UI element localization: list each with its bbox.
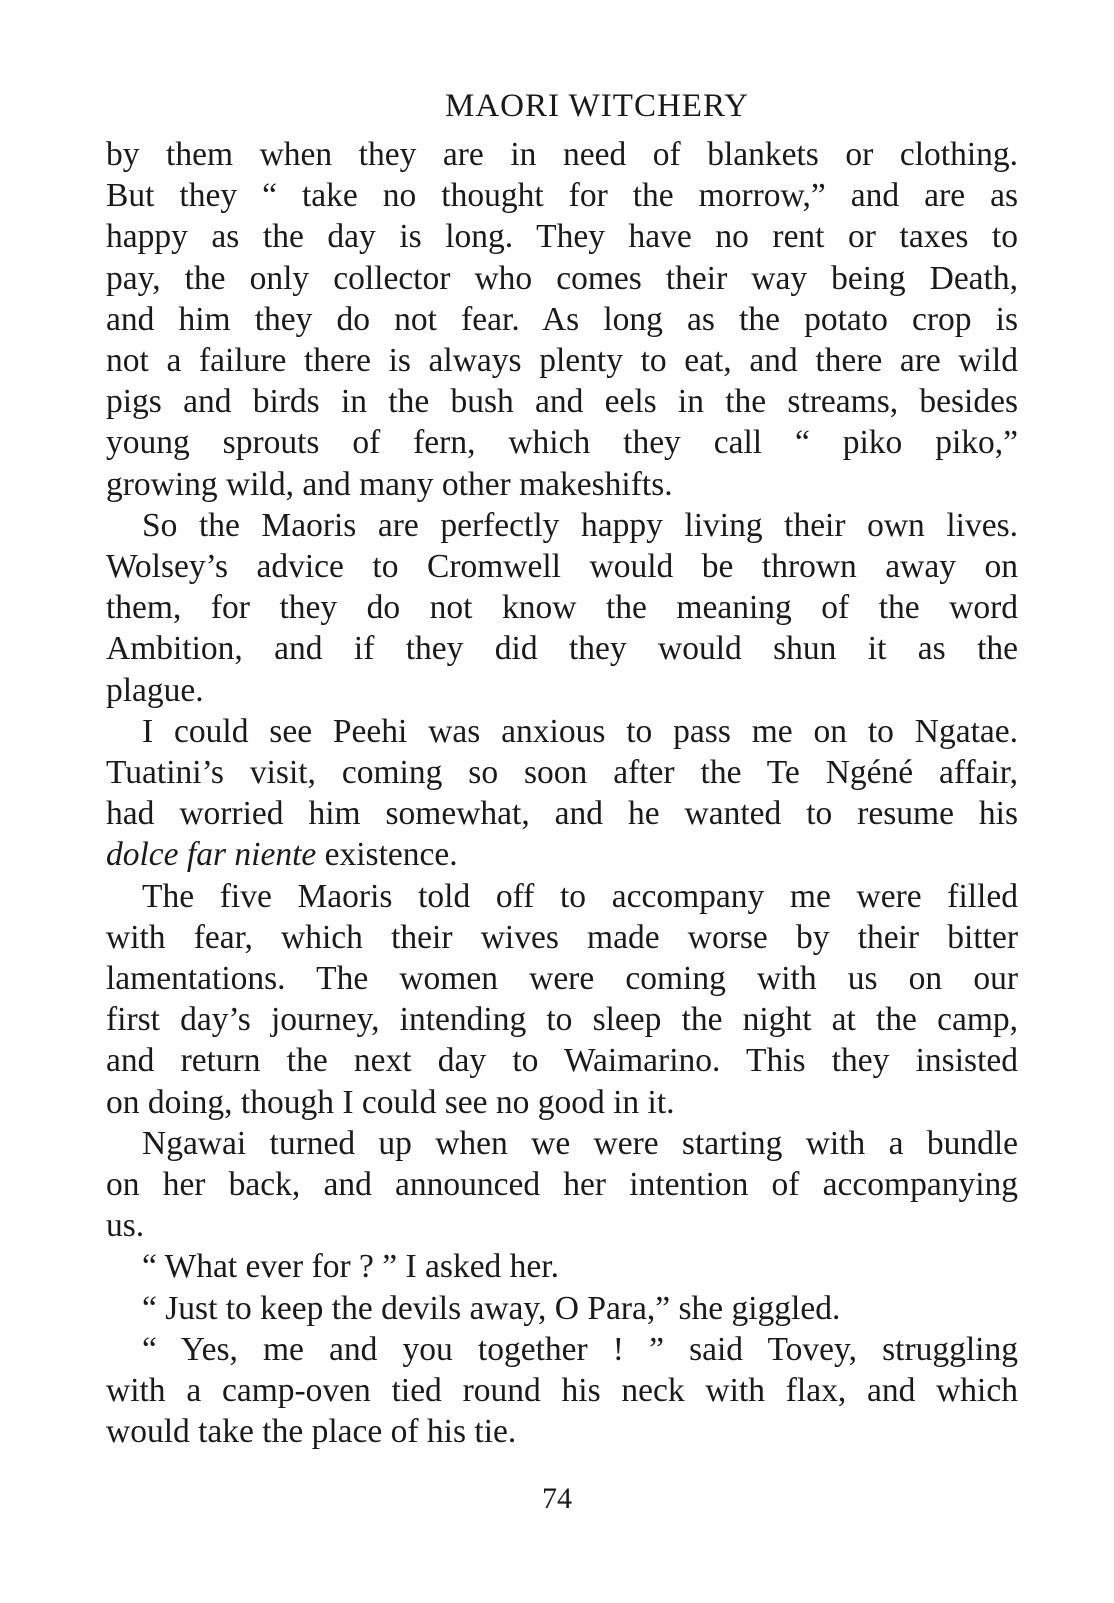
- text-line: Ngawai turned up when we were starting with a bundle: [142, 1124, 1018, 1162]
- paragraph-4: [106, 876, 1018, 1123]
- text-line: Tuatini’s visit, coming so soon after the Te Ngéné affair,: [106, 754, 1018, 792]
- text-line: and return the next day to Waimarino. This they insisted: [106, 1042, 1018, 1080]
- text-line: pigs and birds in the bush and eels in the streams, besides: [106, 383, 1018, 421]
- paragraph-2: [106, 505, 1018, 711]
- text-line: on her back, and announced her intention of accompanying: [106, 1166, 1018, 1204]
- text-line: young sprouts of fern, which they call “ piko piko,”: [106, 424, 1018, 462]
- text-line: Wolsey’s advice to Cromwell would be thrown away on: [106, 548, 1018, 586]
- text-line: with fear, which their wives made worse by their bitter: [106, 918, 1018, 956]
- text-line: So the Maoris are perfectly happy living their own lives.: [142, 506, 1018, 544]
- text-line: “ Just to keep the devils away, O Para,” she giggled.: [142, 1289, 841, 1327]
- text-line: growing wild, and many other makeshifts.: [106, 465, 673, 503]
- paragraph-7: [106, 1288, 1018, 1329]
- paragraph-8: [106, 1329, 1018, 1453]
- paragraph-1: [106, 134, 1018, 505]
- book-page: [106, 82, 1018, 1453]
- running-head: MAORI WITCHERY: [445, 88, 749, 124]
- text-line: had worried him somewhat, and he wanted to resume his: [106, 795, 1018, 833]
- text-line: Ambition, and if they did they would shun it as the: [106, 630, 1018, 668]
- page-number: 74: [542, 1482, 572, 1515]
- text-line: I could see Peehi was anxious to pass me on to Ngatae.: [142, 712, 1018, 750]
- text-line: not a failure there is always plenty to eat, and there are wild: [106, 342, 1018, 380]
- paragraph-3: [106, 711, 1018, 876]
- italic-phrase: dolce far niente: [106, 836, 317, 874]
- text-line: lamentations. The women were coming with us on our: [106, 960, 1018, 998]
- text-line: “ Yes, me and you together ! ” said Tovey, struggling: [142, 1330, 1018, 1368]
- text-line: them, for they do not know the meaning of the word: [106, 589, 1018, 627]
- paragraph-6: [106, 1246, 1018, 1287]
- text-fragment: existence.: [316, 836, 458, 874]
- text-line: and him they do not fear. As long as the potato crop is: [106, 300, 1018, 338]
- text-line: The five Maoris told off to accompany me were filled: [142, 877, 1018, 915]
- text-line: by them when they are in need of blankets or clothing.: [106, 136, 1018, 173]
- paragraph-5: [106, 1123, 1018, 1247]
- text-line: first day’s journey, intending to sleep the night at the camp,: [106, 1001, 1018, 1039]
- text-line: happy as the day is long. They have no rent or taxes to: [106, 218, 1018, 256]
- text-line: But they “ take no thought for the morrow,” and are as: [106, 177, 1018, 215]
- text-line: pay, the only collector who comes their way being Death,: [106, 259, 1018, 297]
- text-line: “ What ever for ? ” I asked her.: [142, 1248, 559, 1286]
- text-line: on doing, though I could see no good in it.: [106, 1083, 675, 1121]
- text-line: would take the place of his tie.: [106, 1413, 517, 1451]
- text-line: us.: [106, 1207, 145, 1245]
- text-line: [106, 834, 1018, 875]
- text-line: plague.: [106, 671, 204, 709]
- text-line: with a camp-oven tied round his neck with flax, and which: [106, 1372, 1018, 1410]
